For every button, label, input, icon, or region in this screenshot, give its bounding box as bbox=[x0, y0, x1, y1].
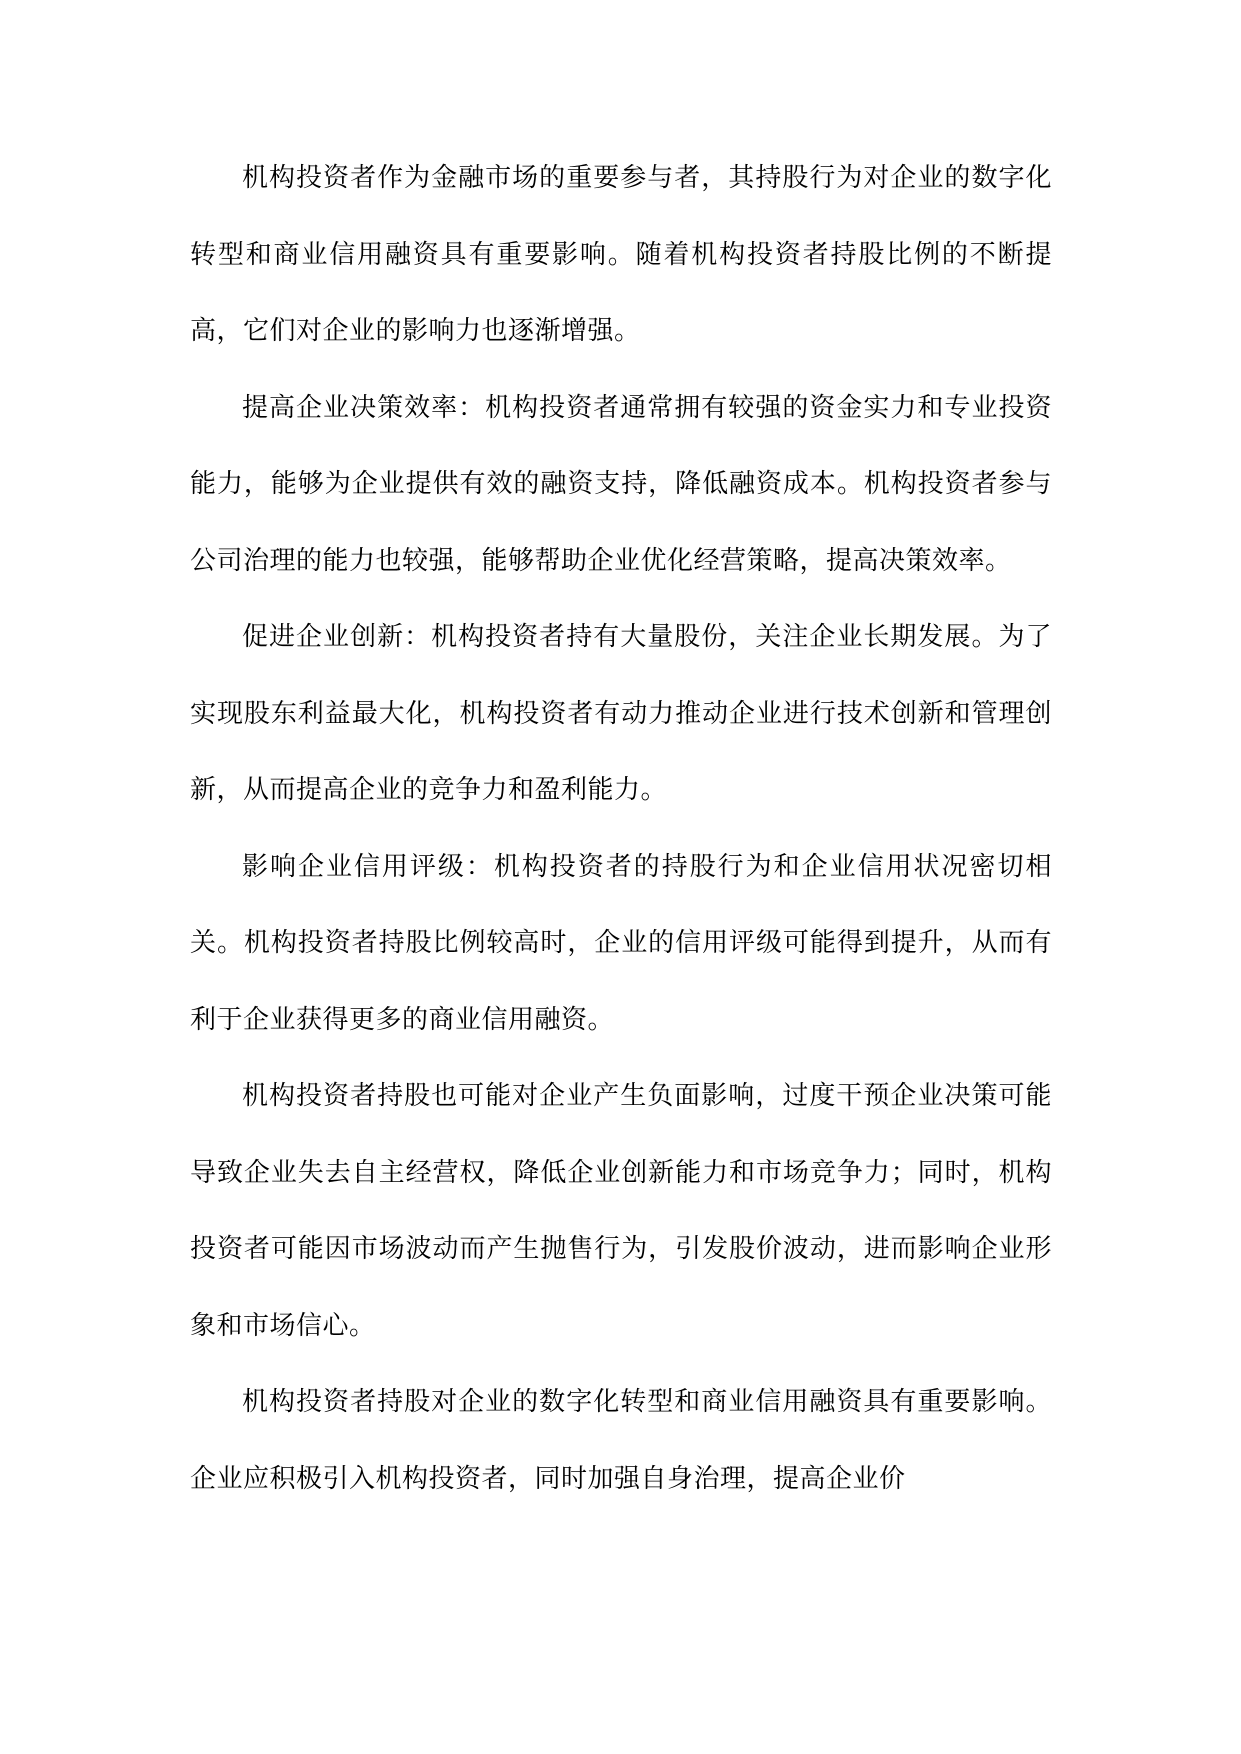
paragraph-innovation: 促进企业创新：机构投资者持有大量股份，关注企业长期发展。为了实现股东利益最大化，机构投资者有动力推动企业进行技术创新和管理创新，从而提高企业的竞争力和盈利能力。 bbox=[190, 622, 1052, 805]
document-body bbox=[190, 140, 1052, 1517]
paragraph-intro: 机构投资者作为金融市场的重要参与者，其持股行为对企业的数字化转型和商业信用融资具有重要影响。随着机构投资者持股比例的不断提高，它们对企业的影响力也逐渐增强。 bbox=[190, 163, 1052, 346]
paragraph-decision-efficiency: 提高企业决策效率：机构投资者通常拥有较强的资金实力和专业投资能力，能够为企业提供有效的融资支持，降低融资成本。机构投资者参与公司治理的能力也较强，能够帮助企业优化经营策略，提高决策效率。 bbox=[190, 392, 1052, 576]
paragraph-credit-rating: 影响企业信用评级：机构投资者的持股行为和企业信用状况密切相关。机构投资者持股比例较高时，企业的信用评级可能得到提升，从而有利于企业获得更多的商业信用融资。 bbox=[190, 851, 1052, 1035]
paragraph-negative-impact: 机构投资者持股也可能对企业产生负面影响，过度干预企业决策可能导致企业失去自主经营权，降低企业创新能力和市场竞争力；同时，机构投资者可能因市场波动而产生抛售行为，引发股价波动，进而影响企业形象和市场信心。 bbox=[190, 1081, 1052, 1341]
paragraph-conclusion: 机构投资者持股对企业的数字化转型和商业信用融资具有重要影响。企业应积极引入机构投资者，同时加强自身治理，提高企业价 bbox=[190, 1387, 1052, 1494]
